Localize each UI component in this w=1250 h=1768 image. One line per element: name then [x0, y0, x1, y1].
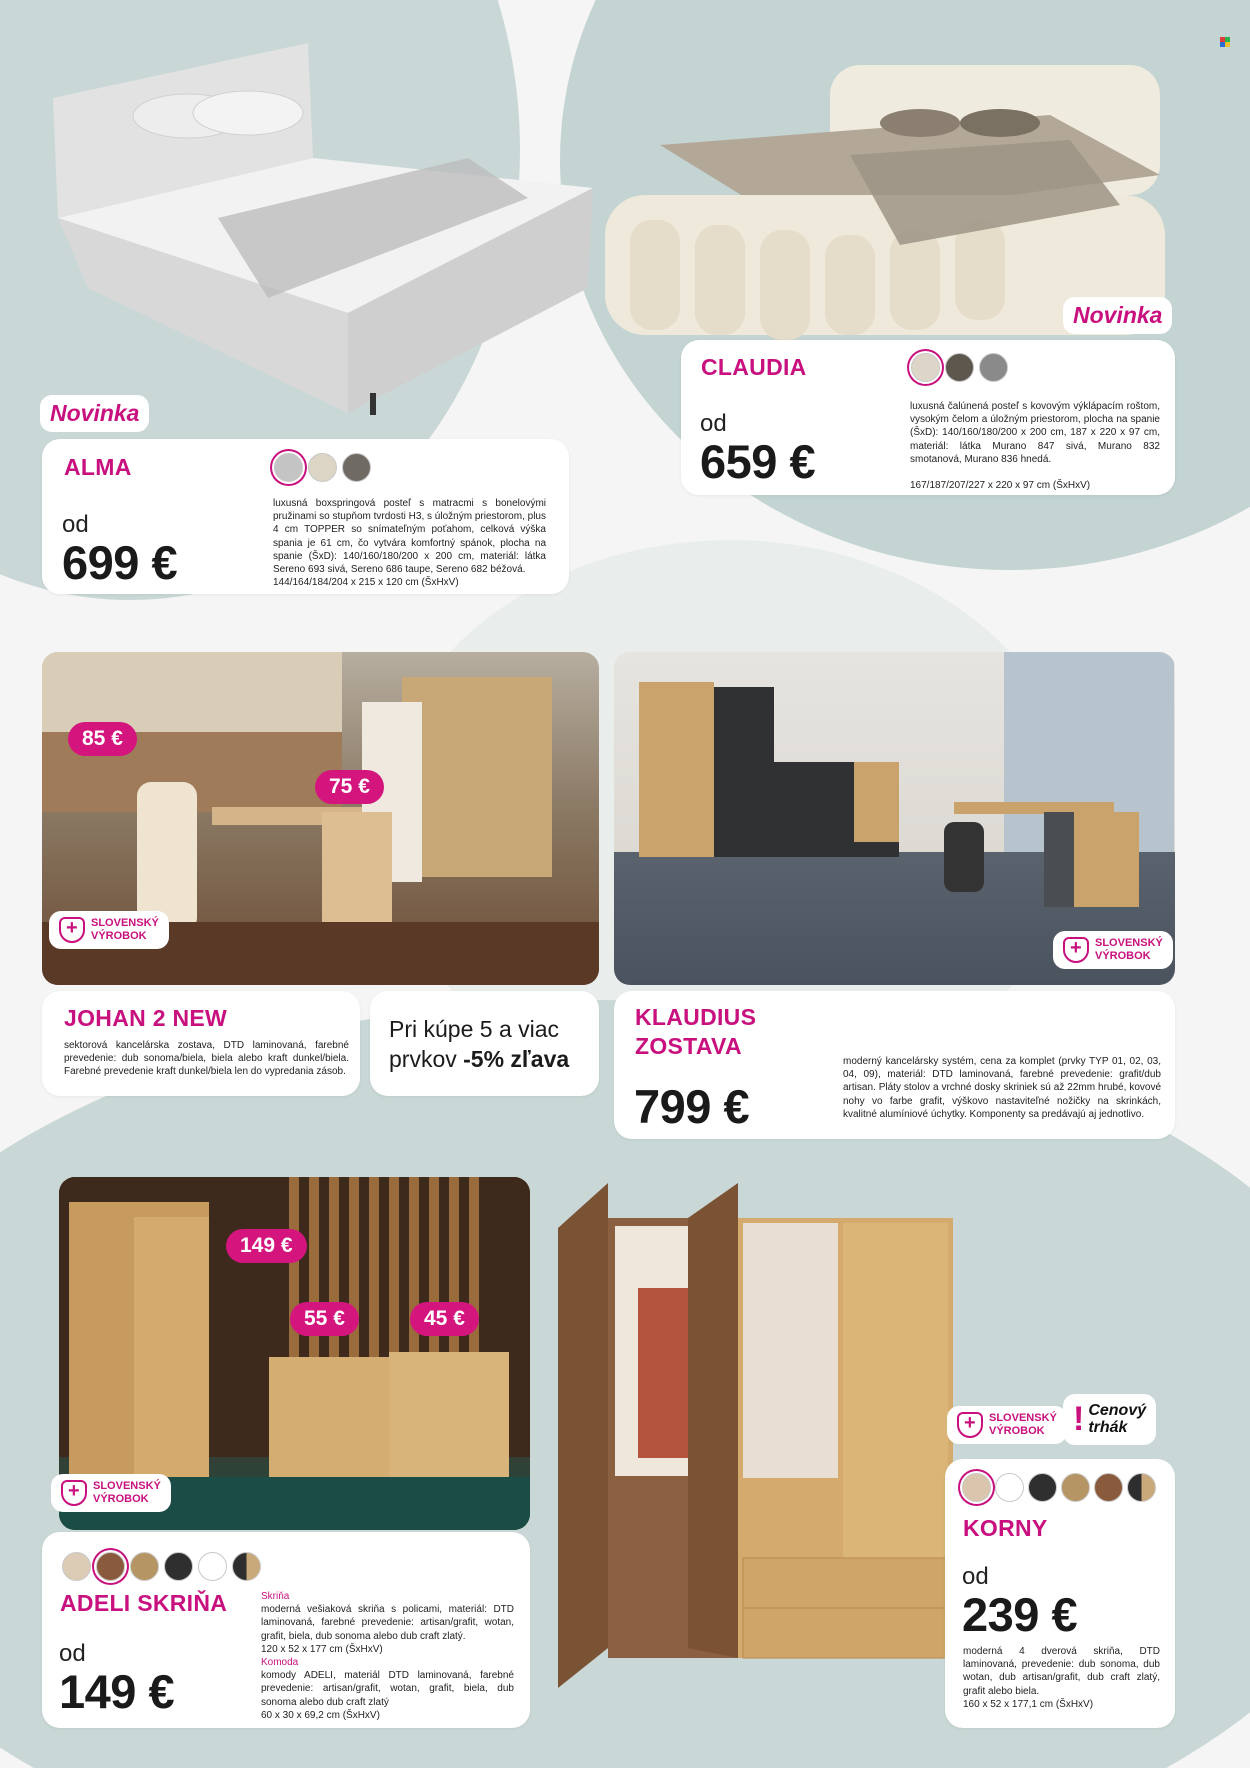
promo-line2-bold: -5% zľava	[463, 1045, 570, 1072]
klaudius-name-line2: ZOSTAVA	[635, 1033, 742, 1060]
claudia-swatch-3[interactable]	[979, 353, 1008, 382]
korny-swatch-1[interactable]	[962, 1473, 991, 1502]
cenovy-line1: Cenový	[1088, 1401, 1147, 1419]
claudia-product-card	[681, 340, 1175, 495]
claudia-swatch-1[interactable]	[911, 353, 940, 382]
adeli-swatch-2[interactable]	[96, 1552, 125, 1581]
slovensky-line2: VÝROBOK	[1095, 950, 1151, 963]
alma-swatch-1[interactable]	[274, 453, 303, 482]
korny-desc-text: moderná 4 dverová skriňa, DTD laminovaná, prevedenie: dub sonoma, dub wotan, dub artisan/grafit, dub craft zlatý, grafit alebo biela.	[963, 1646, 1160, 1697]
klaudius-slovensky-badge	[1053, 931, 1173, 969]
korny-swatch-3[interactable]	[1028, 1473, 1057, 1502]
claudia-description	[910, 400, 1160, 492]
alma-dims: 144/164/184/204 x 215 x 120 cm (ŠxHxV)	[273, 577, 459, 589]
alma-desc-text: luxusná boxspringová posteľ s matracmi s bonelovými pružinami so stupňom tvrdosti H3, s úložným priestorom, plus 4 cm TOPPER so snímateľným poťahom, celková výška spania je 61 cm, čo vytvára komfortný spánok, plocha na spanie (ŠxD): 140/160/180/200 x 200 cm, materiál: látka Sereno 693 sivá, Sereno 686 taupe, Sereno 682 béžová.	[273, 498, 546, 575]
slovensky-line2: VÝROBOK	[93, 1493, 149, 1506]
korny-dims: 160 x 52 x 177,1 cm (ŠxHxV)	[963, 1698, 1094, 1710]
klaudius-product-name	[635, 1003, 756, 1062]
korny-swatch-5[interactable]	[1094, 1473, 1123, 1502]
alma-description	[273, 497, 546, 589]
alma-product-card	[42, 439, 569, 594]
brand-logo-icon	[1220, 34, 1230, 44]
adeli-product-card	[42, 1532, 530, 1728]
klaudius-description: moderný kancelársky systém, cena za komplet (prvky TYP 01, 02, 03, 04, 09), materiál: DTD laminovaná, farebné prevedenie: grafit/dub artisan. Pláty stolov a vrchné dosky skriniek sú až 22mm hrubé, kovové nohy vo farbe grafit, výškovo nastaviteľné nožičky na skrinkách, kvalitné alumíniové úchytky. Komponenty sa predávajú aj jednotlivo.	[843, 1056, 1161, 1120]
korny-color-swatches	[962, 1473, 1156, 1502]
adeli-price: 149 €	[59, 1665, 175, 1718]
slovensky-line2: VÝROBOK	[989, 1425, 1045, 1438]
korny-product-name: KORNY	[963, 1515, 1048, 1541]
klaudius-price: 799 €	[634, 1080, 750, 1133]
promo-line1: Pri kúpe 5 a viac	[389, 1016, 560, 1042]
cenovy-line2: trhák	[1088, 1418, 1128, 1436]
alma-swatch-3[interactable]	[342, 453, 371, 482]
adeli-dims-komoda: 60 x 30 x 69,2 cm (ŠxHxV)	[261, 1709, 380, 1721]
slovak-shield-icon	[61, 1480, 87, 1506]
adeli-swatch-3[interactable]	[130, 1552, 159, 1581]
adeli-swatch-6[interactable]	[232, 1552, 261, 1581]
alma-novinka-badge: Novinka	[40, 395, 149, 432]
adeli-price-tag-2: 55 €	[290, 1302, 359, 1336]
alma-swatch-2[interactable]	[308, 453, 337, 482]
korny-swatch-2[interactable]	[995, 1473, 1024, 1502]
alma-bed-image	[48, 38, 593, 418]
promo-card	[370, 991, 599, 1096]
johan-product-card	[42, 991, 360, 1096]
slovensky-line1: SLOVENSKÝ	[1095, 937, 1163, 949]
johan-price-tag-2: 75 €	[315, 770, 384, 804]
claudia-color-swatches	[911, 353, 1008, 382]
promo-text	[389, 1015, 569, 1075]
adeli-od-label: od	[59, 1640, 86, 1667]
adeli-price-tag-3: 45 €	[410, 1302, 479, 1336]
adeli-swatch-1[interactable]	[62, 1552, 91, 1581]
claudia-od-label: od	[700, 410, 727, 437]
claudia-product-name: CLAUDIA	[701, 354, 807, 380]
adeli-color-swatches	[62, 1552, 261, 1581]
johan-product-name: JOHAN 2 NEW	[64, 1005, 228, 1031]
cenovy-trhak-badge	[1063, 1394, 1156, 1445]
slovak-shield-icon	[957, 1412, 983, 1438]
korny-product-card	[945, 1459, 1175, 1728]
korny-slovensky-badge	[947, 1406, 1067, 1444]
slovak-shield-icon	[59, 917, 85, 943]
slovensky-line1: SLOVENSKÝ	[93, 1480, 161, 1492]
adeli-price-tag-1: 149 €	[226, 1229, 307, 1263]
claudia-dims: 167/187/207/227 x 220 x 97 cm (ŠxHxV)	[910, 480, 1091, 492]
alma-price: 699 €	[62, 536, 178, 589]
korny-swatch-6[interactable]	[1127, 1473, 1156, 1502]
adeli-label-skrina: Skriňa	[261, 1591, 290, 1602]
claudia-price: 659 €	[700, 435, 816, 488]
alma-product-name: ALMA	[64, 454, 132, 480]
adeli-swatch-4[interactable]	[164, 1552, 193, 1581]
adeli-dims-skrina: 120 x 52 x 177 cm (ŠxHxV)	[261, 1643, 383, 1655]
korny-description	[963, 1645, 1160, 1711]
korny-price: 239 €	[962, 1588, 1078, 1641]
johan-price-tag-1: 85 €	[68, 722, 137, 756]
claudia-novinka-badge: Novinka	[1063, 297, 1172, 334]
adeli-description	[261, 1590, 514, 1722]
adeli-swatch-5[interactable]	[198, 1552, 227, 1581]
exclamation-icon: !	[1073, 1400, 1085, 1438]
claudia-desc-text: luxusná čalúnená posteľ s kovovým výklápacím roštom, vysokým čelom a úložným priestorom, plocha na spanie (ŠxD): 140/160/180/200 x 200 cm, 187 x 220 x 97 cm, materiál: látka Murano 847 sivá, Murano 832 smotanová, Murano 836 hnedá.	[910, 401, 1160, 465]
adeli-slovensky-badge	[51, 1474, 171, 1512]
korny-wardrobe-image	[553, 1178, 953, 1698]
klaudius-product-card	[614, 991, 1175, 1139]
slovensky-line1: SLOVENSKÝ	[91, 917, 159, 929]
korny-swatch-4[interactable]	[1061, 1473, 1090, 1502]
klaudius-name-line1: KLAUDIUS	[635, 1004, 757, 1030]
adeli-desc-skrina: moderná vešiaková skriňa s policami, materiál: DTD laminovaná, farebné prevedenie: artisan/grafit, wotan, grafit, biela, dub sonoma alebo dub craft zlatý.	[261, 1604, 514, 1642]
johan-description: sektorová kancelárska zostava, DTD laminovaná, farebné prevedenie: dub sonoma/biela, biela alebo kraft dunkel/biela. Farebné prevedenie kraft dunkel/biela len do vypredania zásob.	[64, 1040, 349, 1078]
alma-color-swatches	[274, 453, 371, 482]
claudia-swatch-2[interactable]	[945, 353, 974, 382]
promo-line2-pre: prvkov	[389, 1045, 457, 1072]
slovak-shield-icon	[1063, 937, 1089, 963]
adeli-product-name: ADELI SKRIŇA	[60, 1590, 228, 1616]
alma-od-label: od	[62, 511, 89, 538]
korny-od-label: od	[962, 1563, 989, 1590]
slovensky-line1: SLOVENSKÝ	[989, 1412, 1057, 1424]
adeli-desc-komoda: komody ADELI, materiál DTD laminovaná, farebné prevedenie: artisan/grafit, wotan, grafit, biela, dub sonoma alebo dub craft zlatý	[261, 1670, 514, 1708]
johan-slovensky-badge	[49, 911, 169, 949]
slovensky-line2: VÝROBOK	[91, 930, 147, 943]
adeli-label-komoda: Komoda	[261, 1656, 299, 1668]
